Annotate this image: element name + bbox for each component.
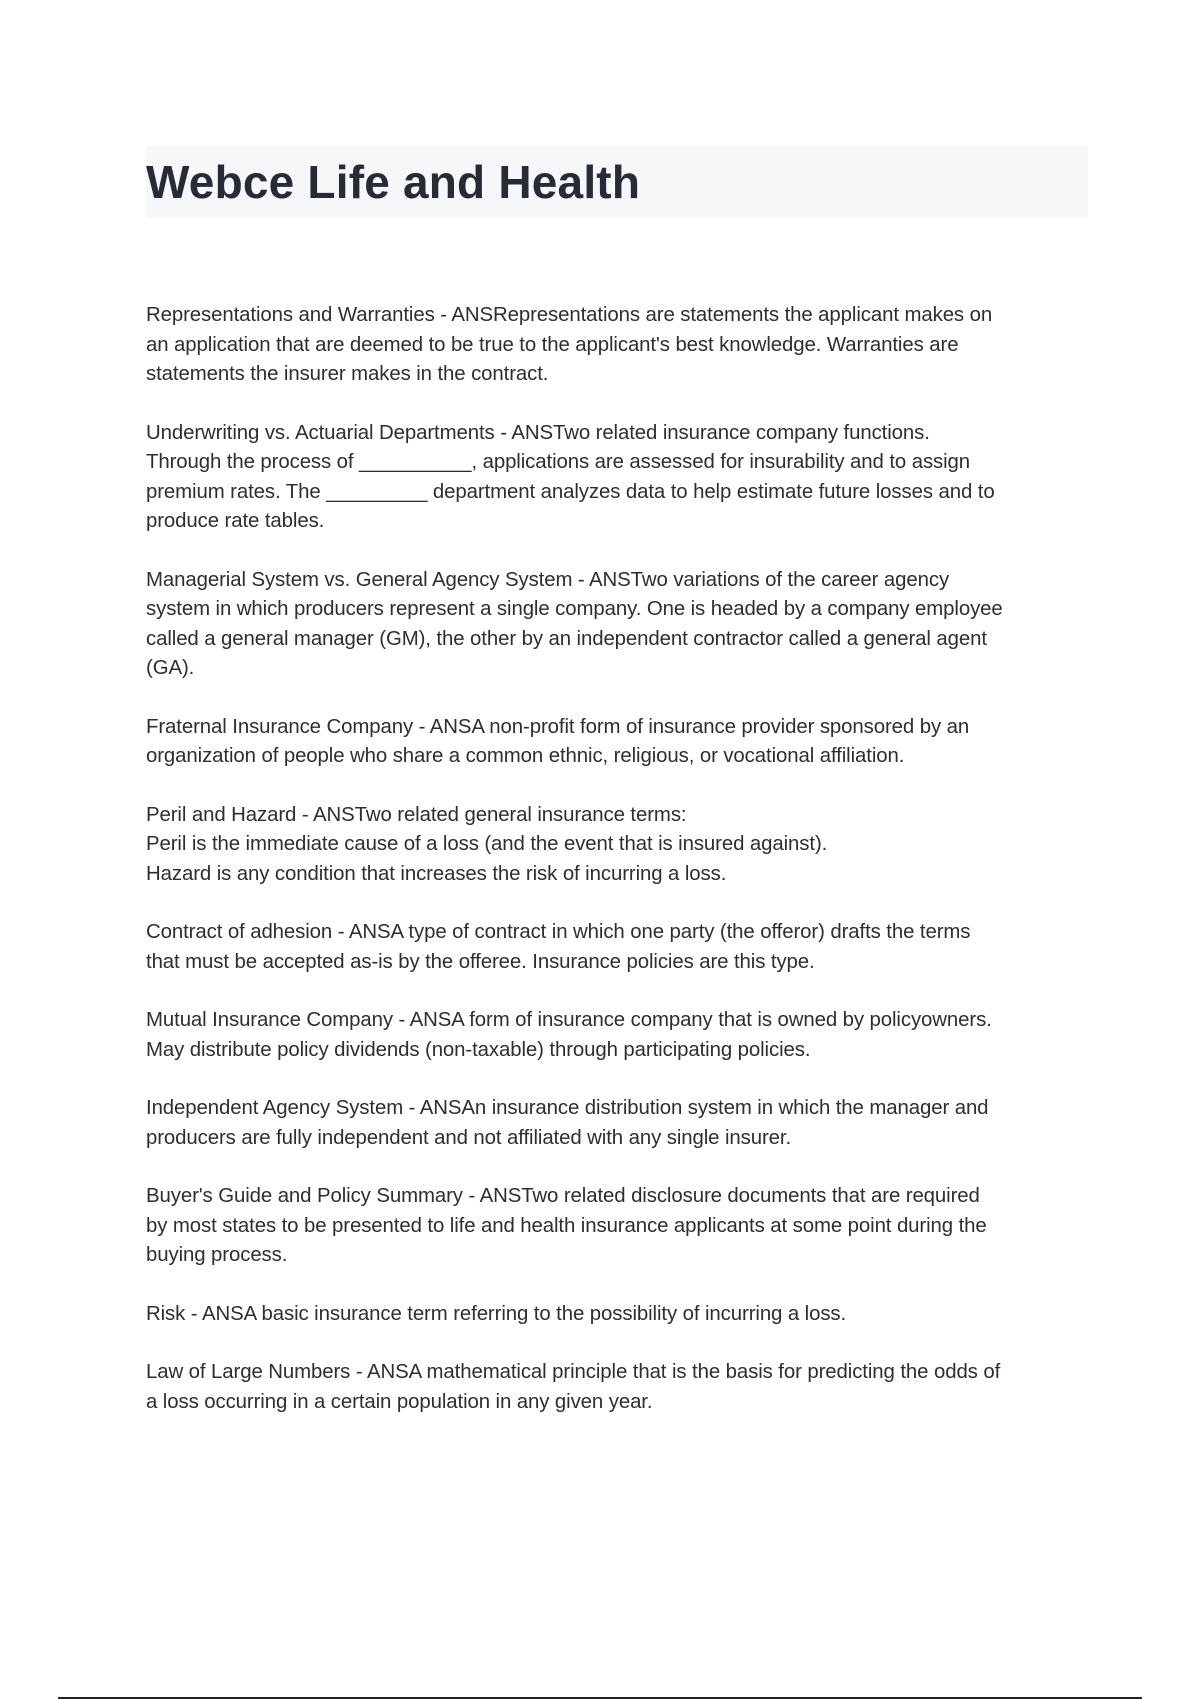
entry-mutual-insurance: Mutual Insurance Company - ANSA form of insurance company that is owned by policyowners. May distribute policy dividends (non-taxable) through participating policies. [146,1009,992,1061]
entry-buyers-guide: Buyer's Guide and Policy Summary - ANSTwo related disclosure documents that are required by most states to be presented to life and health insurance applicants at some point during the buying process. [146,1185,987,1266]
document-body [146,301,1096,1446]
footer-rule [58,1697,1142,1699]
entry-representations-warranties: Representations and Warranties - ANSRepresentations are statements the applicant makes on an application that are deemed to be true to the applicant's best knowledge. Warranties are statements the insurer makes in the contract. [146,304,993,385]
entry-independent-agency: Independent Agency System - ANSAn insurance distribution system in which the manager and producers are fully independent and not affiliated with any single insurer. [146,1097,989,1149]
entry-fraternal-insurance: Fraternal Insurance Company - ANSA non-profit form of insurance provider sponsored by an organization of people who share a common ethnic, religious, or vocational affiliation. [146,715,970,767]
entry-contract-adhesion: Contract of adhesion - ANSA type of contract in which one party (the offeror) drafts the terms that must be accepted as-is by the offeree. Insurance policies are this type. [146,921,971,973]
entry-peril-hazard: Peril and Hazard - ANSTwo related general insurance terms: Peril is the immediate cause of a loss (and the event that is insured against). Hazard is any condition that increases the risk of incurring a loss. [146,803,828,885]
title-band [146,146,1088,218]
entry-law-large-numbers: Law of Large Numbers - ANSA mathematical principle that is the basis for predicting the odds of a loss occurring in a certain population in any given year. [146,1361,1001,1413]
entry-risk: Risk - ANSA basic insurance term referring to the possibility of incurring a loss. [146,1302,847,1325]
page-title: Webce Life and Health [146,156,641,208]
entry-managerial-general-agency: Managerial System vs. General Agency System - ANSTwo variations of the career agency system in which producers represent a single company. One is headed by a company employee called a general manager (GM), the other by an independent contractor called a general agent (GA). [146,568,1003,679]
entry-underwriting-actuarial: Underwriting vs. Actuarial Departments - ANSTwo related insurance company functions. Through the process of __________, applications are assessed for insurability and to assign premium rates. The _________ department analyzes data to help estimate future losses and to produce rate tables. [146,421,995,532]
